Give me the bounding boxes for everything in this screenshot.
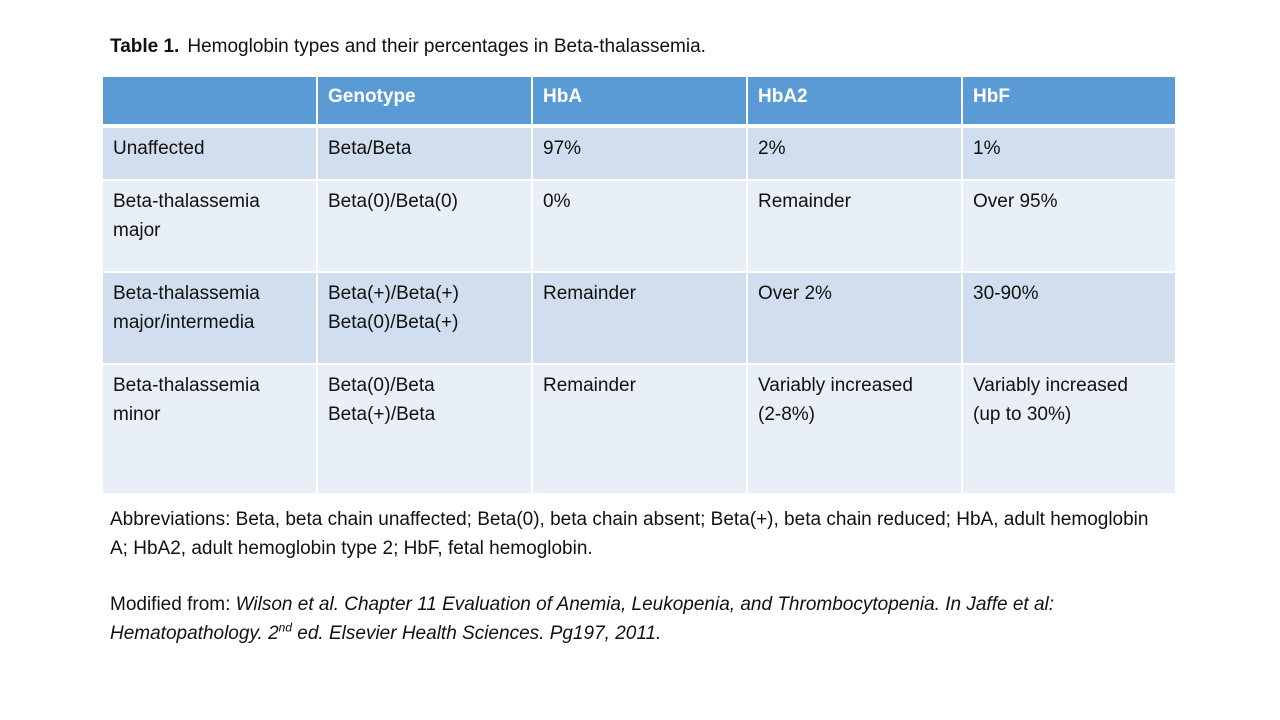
cell-line: Beta-thalassemia bbox=[113, 375, 260, 396]
header-cell-hba: HbA bbox=[532, 76, 747, 126]
cell-hba bbox=[532, 180, 747, 272]
ordinal-superscript: nd bbox=[278, 620, 293, 635]
cell-line: 97% bbox=[543, 138, 582, 159]
cell-hba2 bbox=[747, 126, 962, 180]
cell-line: 1% bbox=[973, 138, 1001, 159]
abbreviations-note: Abbreviations: Beta, beta chain unaffected; Beta(0), beta chain absent; Beta(+), beta chain reduced; HbA, adult hemoglobin A; HbA2, adult hemoglobin type 2; HbF, fetal hemoglobin. bbox=[110, 509, 1149, 559]
table-row bbox=[102, 126, 1176, 180]
cell-line: Remainder bbox=[543, 283, 636, 304]
cell-line: Beta-thalassemia bbox=[113, 191, 260, 212]
cell-line: Beta/Beta bbox=[328, 138, 412, 159]
caption-text: Hemoglobin types and their percentages in Beta-thalassemia. bbox=[187, 36, 706, 57]
cell-line: Beta(0)/Beta(+) bbox=[328, 312, 459, 333]
cell-line: minor bbox=[113, 404, 161, 425]
header-cell-genotype: Genotype bbox=[317, 76, 532, 126]
cell-hba2 bbox=[747, 364, 962, 494]
cell-line: 30-90% bbox=[973, 283, 1039, 304]
cell-line: Beta(0)/Beta(0) bbox=[328, 191, 458, 212]
cell-line: (2-8%) bbox=[758, 404, 816, 425]
cell-hbf bbox=[962, 364, 1176, 494]
cell-hbf bbox=[962, 126, 1176, 180]
cell-line: 2% bbox=[758, 138, 786, 159]
table-row bbox=[102, 272, 1176, 364]
cell-line: major bbox=[113, 220, 161, 241]
cell-hba bbox=[532, 126, 747, 180]
cell-genotype bbox=[317, 272, 532, 364]
table-row bbox=[102, 180, 1176, 272]
cell-line: Remainder bbox=[758, 191, 851, 212]
cell-hbf bbox=[962, 272, 1176, 364]
header-cell-hba2: HbA2 bbox=[747, 76, 962, 126]
cell-hba2 bbox=[747, 272, 962, 364]
cell-hba bbox=[532, 272, 747, 364]
table-header-row bbox=[102, 76, 1176, 126]
cell-hbf bbox=[962, 180, 1176, 272]
cell-hba bbox=[532, 364, 747, 494]
hemoglobin-table bbox=[101, 75, 1177, 495]
cell-line: 0% bbox=[543, 191, 571, 212]
cell-condition bbox=[102, 364, 317, 494]
source-citation-text: Wilson et al. Chapter 11 Evaluation of Anemia, Leukopenia, and Thrombocytopenia. In Jaffe et al: Hematopathology. 2 bbox=[110, 594, 1055, 644]
source-citation bbox=[110, 590, 1170, 648]
cell-line: Beta(0)/Beta bbox=[328, 375, 435, 396]
cell-line: (up to 30%) bbox=[973, 404, 1072, 425]
cell-condition bbox=[102, 272, 317, 364]
cell-genotype bbox=[317, 126, 532, 180]
caption-label: Table 1. bbox=[110, 36, 180, 57]
cell-line: Beta-thalassemia bbox=[113, 283, 260, 304]
cell-line: Unaffected bbox=[113, 138, 205, 159]
source-prefix: Modified from: bbox=[110, 594, 236, 615]
cell-genotype bbox=[317, 180, 532, 272]
cell-line: Remainder bbox=[543, 375, 636, 396]
source-citation-text-end: ed. Elsevier Health Sciences. Pg197, 2011. bbox=[292, 623, 662, 644]
cell-line: Beta(+)/Beta(+) bbox=[328, 283, 459, 304]
cell-line: Variably increased bbox=[973, 375, 1128, 396]
table-row bbox=[102, 364, 1176, 494]
cell-line: Over 95% bbox=[973, 191, 1058, 212]
cell-line: Beta(+)/Beta bbox=[328, 404, 436, 425]
cell-condition bbox=[102, 180, 317, 272]
cell-line: Over 2% bbox=[758, 283, 832, 304]
cell-condition bbox=[102, 126, 317, 180]
cell-hba2 bbox=[747, 180, 962, 272]
cell-genotype bbox=[317, 364, 532, 494]
header-cell-condition bbox=[102, 76, 317, 126]
cell-line: major/intermedia bbox=[113, 312, 255, 333]
cell-line: Variably increased bbox=[758, 375, 913, 396]
table-caption bbox=[110, 35, 706, 59]
header-cell-hbf: HbF bbox=[962, 76, 1176, 126]
